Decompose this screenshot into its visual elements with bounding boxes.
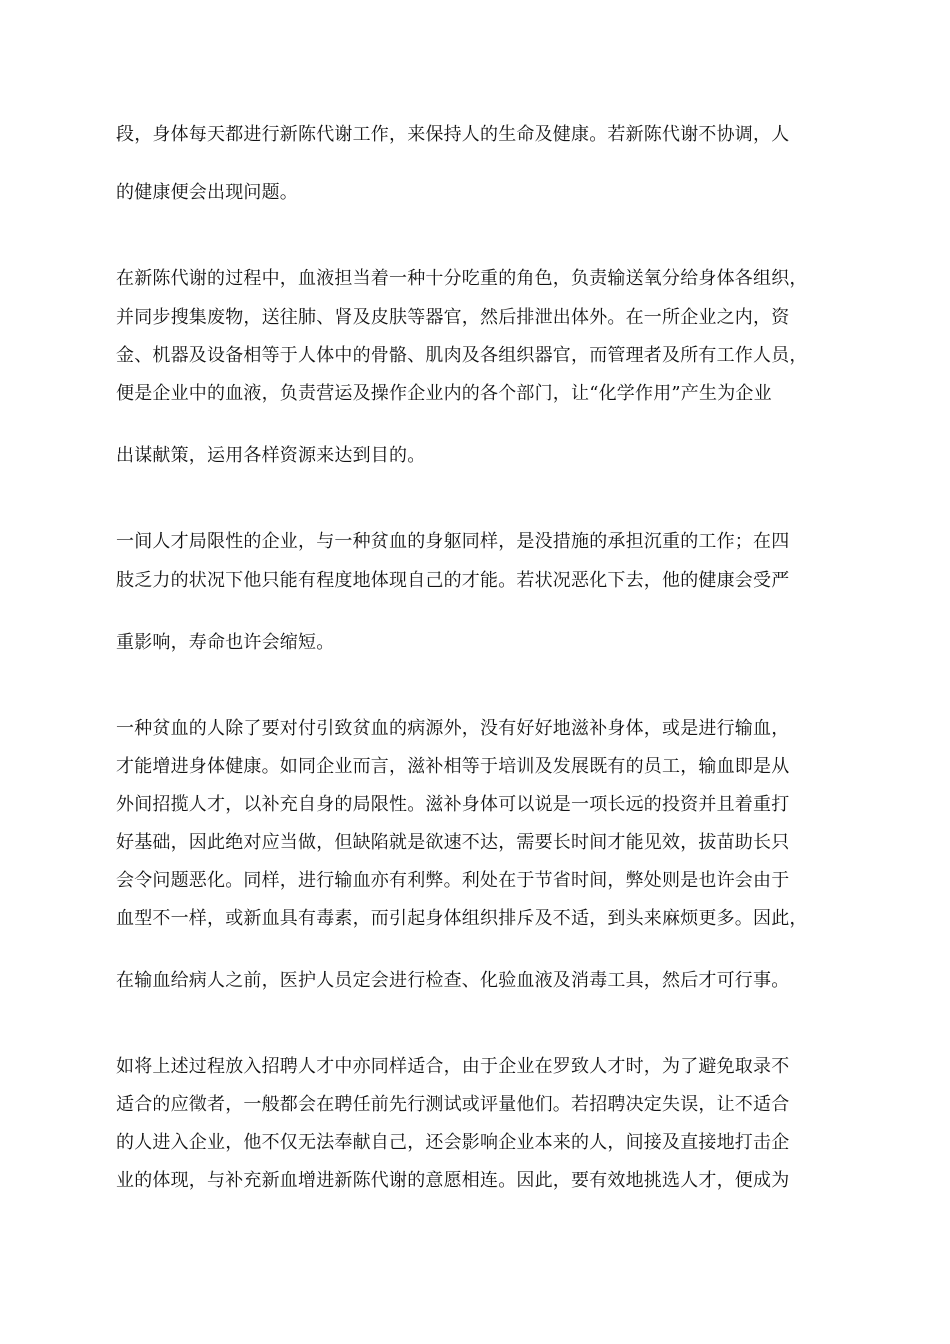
text-line: 便是企业中的血液，负责营运及操作企业内的各个部门，让“化学作用”产生为企业	[116, 383, 772, 404]
text-line: 一间人才局限性的企业，与一种贫血的身躯同样，是没措施的承担沉重的工作；在四	[116, 531, 790, 552]
text-line: 段，身体每天都进行新陈代谢工作，来保持人的生命及健康。若新陈代谢不协调，人	[116, 124, 790, 145]
text-line: 外间招揽人才，以补充自身的局限性。滋补身体可以说是一项长远的投资并且着重打	[116, 794, 790, 815]
text-line: 出谋献策，运用各样资源来达到目的。	[116, 445, 426, 466]
text-line: 在新陈代谢的过程中，血液担当着一种十分吃重的角色，负责输送氧分给身体各组织，	[116, 268, 808, 289]
text-line: 并同步搜集废物，送往肺、肾及皮肤等器官，然后排泄出体外。在一所企业之内，资	[116, 307, 790, 328]
text-line: 的人进入企业，他不仅无法奉献自己，还会影响企业本来的人，间接及直接地打击企	[116, 1132, 790, 1153]
text-line: 重影响，寿命也许会缩短。	[116, 632, 335, 653]
text-line: 好基础，因此绝对应当做，但缺陷就是欲速不达，需要长时间才能见效，拔苗助长只	[116, 832, 790, 853]
text-line: 才能增进身体健康。如同企业而言，滋补相等于培训及发展既有的员工，输血即是从	[116, 756, 790, 777]
text-line: 金、机器及设备相等于人体中的骨骼、肌肉及各组织器官，而管理者及所有工作人员，	[116, 345, 808, 366]
text-line: 一种贫血的人除了要对付引致贫血的病源外，没有好好地滋补身体，或是进行输血，	[116, 718, 790, 739]
text-line: 在输血给病人之前，医护人员定会进行检查、化验血液及消毒工具，然后才可行事。	[116, 970, 790, 991]
text-line: 如将上述过程放入招聘人才中亦同样适合，由于企业在罗致人才时，为了避免取录不	[116, 1056, 790, 1077]
text-line: 业的体现，与补充新血增进新陈代谢的意愿相连。因此，要有效地挑选人才，便成为	[116, 1170, 790, 1191]
text-line: 肢乏力的状况下他只能有程度地体现自己的才能。若状况恶化下去，他的健康会受严	[116, 570, 790, 591]
text-line: 适合的应徵者，一般都会在聘任前先行测试或评量他们。若招聘决定失误，让不适合	[116, 1094, 790, 1115]
text-line: 会令问题恶化。同样，进行输血亦有利弊。利处在于节省时间，弊处则是也许会由于	[116, 870, 790, 891]
text-line: 血型不一样，或新血具有毒素，而引起身体组织排斥及不适，到头来麻烦更多。因此，	[116, 908, 808, 929]
text-line: 的健康便会出现问题。	[116, 182, 298, 203]
